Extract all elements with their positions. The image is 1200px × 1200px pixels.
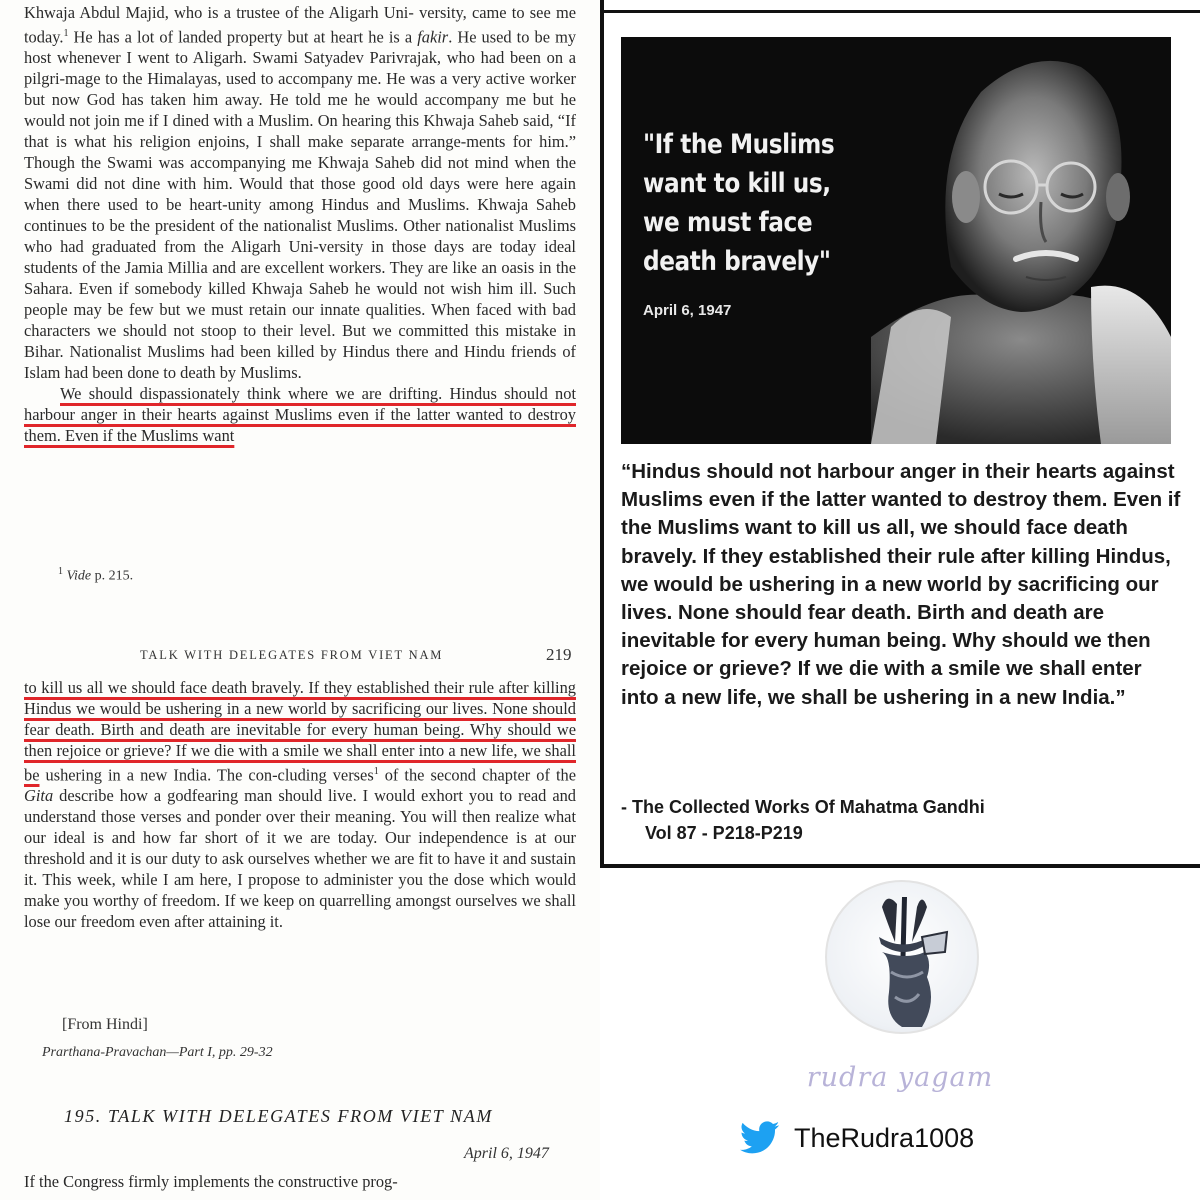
- horizontal-divider: [604, 864, 1200, 868]
- twitter-bird-icon: [740, 1121, 780, 1155]
- section-first-line: If the Congress firmly implements the constructive prog-: [24, 1172, 398, 1191]
- page-number: 219: [546, 645, 572, 664]
- section-date: April 6, 1947: [464, 1145, 549, 1162]
- running-head: TALK WITH DELEGATES FROM VIET NAM: [140, 648, 444, 662]
- brand-logo: [825, 880, 979, 1034]
- book-top-paragraph: Khwaja Abdul Majid, who is a trustee of the Aligarh Uni- versity, came to see me today.$^1$ He has a lot of landed property but at heart he is a fakir. He used to be my host whenever I went to Aligarh. Swami Satyadev Parivrajak, who had been on a pilgri-mage to the Himalayas, used to accompany me. He was a very active worker but now God has taken him away. He told me he would accompany me but he would not join me if I dined with a Muslim. On hearing this Khwaja Saheb said, “If that is what his religion enjoins, I shall make separate arrange-ments for him.” Though the Swami was accompanying me Khwaja Saheb did not mind when the Swami did not dine with him. Would that those good old days were here again when there used to be heart-unity among Hindus and Muslims. Khwaja Saheb continues to be the president of the nationalist Muslims. Other nationalist Muslims who had graduated from the Aligarh Uni-versity in those days are today ideal students of the Jamia Millia and are excellent workers. They are like an oasis in the Sahara. Even if somebody killed Khwaja Saheb he would not wish him ill. Such people may be few but we must retain our innate qualities. When faced with bad characters we should not stoop to their level. But we committed this mistake in Bihar. Nationalist Muslims had been killed by Hindus there and Hindu friends of Islam had been done to death by Muslims. We should dispassionately think where we are drifting. Hindus should not harbour anger in their hearts against Muslims even if the latter wanted to destroy them. Even if the Muslims want: [24, 3, 577, 446]
- twitter-handle[interactable]: TheRudra1008: [794, 1122, 975, 1153]
- attribution-title: - The Collected Works Of Mahatma Gandhi: [621, 797, 985, 817]
- highlighted-passage-2: to kill us all we should face death bravely. If they established their rule after killing Hindus we would be ushering in a new world by sacrificing our lives. None should fear death. Birth and death are inevitable for every human being. Why should we then rejoice or grieve? If we die with a smile we shall enter into a new life, we shall be: [24, 678, 576, 785]
- footnote: $^1$ Vide p. 215.: [58, 566, 134, 584]
- highlighted-passage-1: We should dispassionately think where we are drifting. Hindus should not harbour anger in their hearts against Muslims even if the latter wanted to destroy them. Even if the Muslims want: [24, 384, 576, 446]
- quote-transcript: “Hindus should not harbour anger in their hearts against Muslims even if the latter wanted to destroy them. Even if the Muslims want to kill us all, we should face death bravely. If they established their rule after killing Hindus, we would be ushering in a new world by sacrificing our lives. None should fear death. Birth and death are inevitable for every human being. Why should we then rejoice or grieve? If we die with a smile we shall enter into a new life, we shall be ushering in a new India.”: [621, 460, 1181, 709]
- brand-name: rudra yagam: [806, 1062, 994, 1093]
- twitter-handle-row[interactable]: [740, 1118, 974, 1158]
- book-page-219-text: to kill us all we should face death bravely. If they established their rule after killing Hindus we would be ushering in a new world by sacrificing our lives. None should fear death. Birth and death are inevitable for every human being. Why should we then rejoice or grieve? If we die with a smile we shall enter into a new life, we shall be ushering in a new India. The con-cluding verses$^1$ of the second chapter of the Gita describe how a godfearing man should live. I would exhort you to read and understand those verses and ponder over their meaning. You will then realize what our ideal is and how far short of it we are today. Our independence is at our threshold and it is our duty to ask ourselves whether we are fit to have it and sustain it. This week, while I am here, I propose to administer you the dose which would make you worthy of freedom. If we keep on quarrelling amongst ourselves we shall lose our freedom even after attaining it.: [24, 678, 576, 932]
- source-reference: Prarthana-Pravachan—Part I, pp. 29-32: [42, 1045, 273, 1060]
- quote-date: April 6, 1947: [643, 302, 732, 319]
- shiva-trident-icon: [827, 882, 977, 1032]
- quote-card: [621, 37, 1171, 444]
- attribution-volume: Vol 87 - P218-P219: [645, 823, 803, 843]
- from-hindi-note: [From Hindi]: [62, 1016, 148, 1033]
- top-rule: [604, 10, 1200, 13]
- section-title: 195. TALK WITH DELEGATES FROM VIET NAM: [64, 1106, 493, 1126]
- vertical-divider: [600, 0, 604, 868]
- quote-headline: "If the Muslims want to kill us, we must face death bravely": [643, 129, 835, 277]
